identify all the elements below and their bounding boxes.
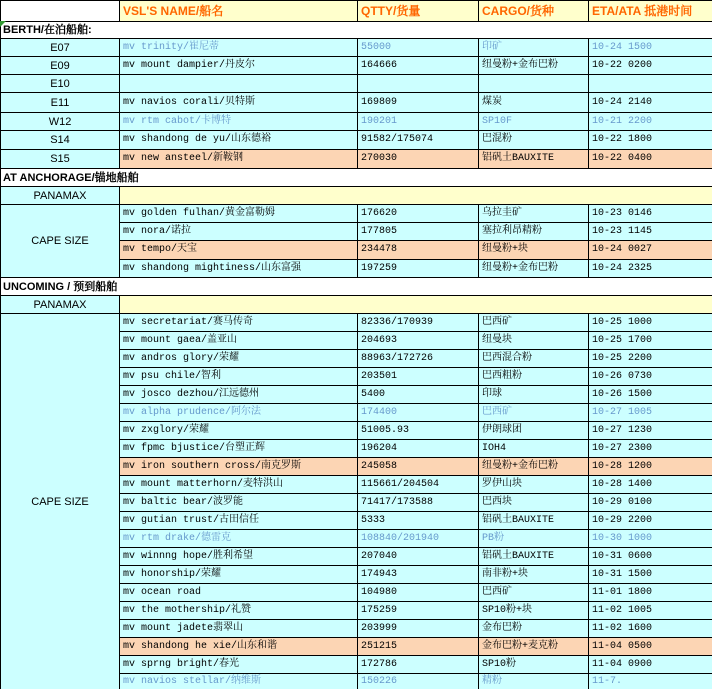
- eta-cell[interactable]: 10-22 0400: [589, 150, 712, 169]
- quantity-cell[interactable]: 204693: [358, 332, 479, 350]
- cargo-cell[interactable]: PB粉: [479, 530, 589, 548]
- cargo-cell[interactable]: SP10F: [479, 113, 589, 131]
- cargo-cell[interactable]: 乌拉圭矿: [479, 205, 589, 223]
- vessel-name-cell[interactable]: mv psu chile/智利: [120, 368, 358, 386]
- quantity-cell[interactable]: 251215: [358, 638, 479, 656]
- vessel-name-cell[interactable]: mv baltic bear/波罗能: [120, 494, 358, 512]
- header-row: [1, 1, 712, 22]
- eta-cell[interactable]: 10-23 1145: [589, 223, 712, 241]
- cargo-cell[interactable]: 巴西块: [479, 494, 589, 512]
- vessel-name-cell[interactable]: mv rtm cabot/卡博特: [120, 113, 358, 131]
- quantity-cell[interactable]: 115661/204504: [358, 476, 479, 494]
- cargo-cell[interactable]: 巴混粉: [479, 131, 589, 150]
- cargo-cell[interactable]: 巴西矿: [479, 584, 589, 602]
- quantity-cell[interactable]: 150226: [358, 674, 479, 689]
- table-row: [1, 314, 712, 332]
- vessel-name-cell[interactable]: mv nora/诺拉: [120, 223, 358, 241]
- vessel-name-cell[interactable]: mv winnng hope/胜利希望: [120, 548, 358, 566]
- vessel-name-cell[interactable]: mv new ansteel/新鞍钢: [120, 150, 358, 169]
- section-row-upcoming: [1, 278, 712, 296]
- quantity-cell[interactable]: 177805: [358, 223, 479, 241]
- panamax-empty-cell[interactable]: [120, 296, 712, 314]
- berth-cell[interactable]: S14: [1, 131, 120, 150]
- header-vessel-name[interactable]: VSL'S NAME/船名: [120, 1, 358, 22]
- cargo-cell[interactable]: 纽曼粉+金布巴粉: [479, 260, 589, 278]
- eta-cell[interactable]: 10-25 2200: [589, 350, 712, 368]
- eta-cell[interactable]: 10-21 2200: [589, 113, 712, 131]
- panamax-empty-cell[interactable]: [120, 187, 712, 205]
- header-eta[interactable]: ETA/ATA 抵港时间: [589, 1, 712, 22]
- vessel-name-cell[interactable]: mv ocean road: [120, 584, 358, 602]
- section-title-berth[interactable]: BERTH/在泊船舶:: [1, 22, 712, 39]
- quantity-cell[interactable]: 176620: [358, 205, 479, 223]
- vessel-name-cell[interactable]: mv andros glory/荣耀: [120, 350, 358, 368]
- table-row: [1, 39, 712, 57]
- panamax-row: [1, 296, 712, 314]
- vessel-name-cell[interactable]: mv josco dezhou/江远德州: [120, 386, 358, 404]
- berth-cell[interactable]: S15: [1, 150, 120, 169]
- cargo-cell[interactable]: 南非粉+块: [479, 566, 589, 584]
- quantity-cell[interactable]: 5400: [358, 386, 479, 404]
- berth-cell[interactable]: E10: [1, 75, 120, 93]
- cargo-cell[interactable]: 塞拉利昂精粉: [479, 223, 589, 241]
- quantity-cell[interactable]: 197259: [358, 260, 479, 278]
- table-row: [1, 150, 712, 169]
- cargo-cell[interactable]: 纽曼粉+金布巴粉: [479, 458, 589, 476]
- vessel-name-cell[interactable]: mv shandong he xie/山东和谐: [120, 638, 358, 656]
- section-row-berth: [1, 22, 712, 39]
- eta-cell[interactable]: 10-29 0100: [589, 494, 712, 512]
- quantity-cell[interactable]: 207040: [358, 548, 479, 566]
- cargo-cell[interactable]: IOH4: [479, 440, 589, 458]
- category-cell-cape-size[interactable]: CAPE SIZE: [1, 205, 120, 278]
- table-row: [1, 113, 712, 131]
- quantity-cell[interactable]: 104980: [358, 584, 479, 602]
- quantity-cell[interactable]: 5333: [358, 512, 479, 530]
- vessel-name-cell[interactable]: mv mount jadete翡翠山: [120, 620, 358, 638]
- eta-cell[interactable]: 11-01 1800: [589, 584, 712, 602]
- vessel-name-cell[interactable]: mv the mothership/礼赞: [120, 602, 358, 620]
- quantity-cell[interactable]: 108840/201940: [358, 530, 479, 548]
- cargo-cell[interactable]: 铝矾土BAUXITE: [479, 512, 589, 530]
- eta-cell[interactable]: 10-31 0600: [589, 548, 712, 566]
- cargo-cell[interactable]: 印球: [479, 386, 589, 404]
- berth-cell[interactable]: E07: [1, 39, 120, 57]
- table-row: [1, 75, 712, 93]
- table-row: [1, 131, 712, 150]
- berth-cell[interactable]: E11: [1, 93, 120, 113]
- error-indicator-icon: [0, 21, 6, 27]
- eta-cell[interactable]: 10-24 0027: [589, 241, 712, 260]
- table-row: [1, 205, 712, 223]
- header-cargo[interactable]: CARGO/货种: [479, 1, 589, 22]
- eta-cell[interactable]: 10-29 2200: [589, 512, 712, 530]
- quantity-cell[interactable]: 203501: [358, 368, 479, 386]
- vessel-name-cell[interactable]: mv alpha prudence/阿尔法: [120, 404, 358, 422]
- quantity-cell[interactable]: 88963/172726: [358, 350, 479, 368]
- vessel-name-cell[interactable]: mv mount matterhorn/麦特洪山: [120, 476, 358, 494]
- vessel-name-cell[interactable]: mv fpmc bjustice/台塑正辉: [120, 440, 358, 458]
- quantity-cell[interactable]: 234478: [358, 241, 479, 260]
- vessel-name-cell[interactable]: mv secretariat/赛马传奇: [120, 314, 358, 332]
- eta-cell[interactable]: 11-7.: [589, 674, 712, 689]
- corner-cell[interactable]: [1, 1, 120, 22]
- eta-cell[interactable]: 10-22 0200: [589, 57, 712, 75]
- quantity-cell[interactable]: 51005.93: [358, 422, 479, 440]
- cargo-cell[interactable]: 印矿: [479, 39, 589, 57]
- cargo-cell[interactable]: 精粉: [479, 674, 589, 689]
- vessel-name-cell[interactable]: [120, 75, 358, 93]
- quantity-cell[interactable]: 175259: [358, 602, 479, 620]
- eta-cell[interactable]: 11-02 1600: [589, 620, 712, 638]
- quantity-cell[interactable]: 196204: [358, 440, 479, 458]
- eta-cell[interactable]: 10-28 1400: [589, 476, 712, 494]
- quantity-cell[interactable]: 55000: [358, 39, 479, 57]
- vessel-name-cell[interactable]: mv navios stellar/纳维斯: [120, 674, 358, 689]
- vessel-name-cell[interactable]: mv mount dampier/丹皮尔: [120, 57, 358, 75]
- cargo-cell[interactable]: [479, 75, 589, 93]
- cargo-cell[interactable]: 铝矾土BAUXITE: [479, 150, 589, 169]
- eta-cell[interactable]: 10-24 1500: [589, 39, 712, 57]
- category-cell-panamax[interactable]: PANAMAX: [1, 296, 120, 314]
- section-title-upcoming[interactable]: UNCOMING / 预到船舶: [1, 278, 712, 296]
- cargo-cell[interactable]: 巴西粗粉: [479, 368, 589, 386]
- eta-cell[interactable]: 10-27 2300: [589, 440, 712, 458]
- eta-cell[interactable]: 11-04 0900: [589, 656, 712, 674]
- vessel-name-cell[interactable]: mv rtm drake/德雷克: [120, 530, 358, 548]
- cargo-cell[interactable]: 煤炭: [479, 93, 589, 113]
- eta-cell[interactable]: 11-02 1005: [589, 602, 712, 620]
- cargo-cell[interactable]: 巴西矿: [479, 404, 589, 422]
- eta-cell[interactable]: 10-24 2140: [589, 93, 712, 113]
- eta-cell[interactable]: 10-26 1500: [589, 386, 712, 404]
- eta-cell[interactable]: 10-30 1000: [589, 530, 712, 548]
- table-row: [1, 57, 712, 75]
- vessel-name-cell[interactable]: mv iron southern cross/南克罗斯: [120, 458, 358, 476]
- eta-cell[interactable]: 11-04 0500: [589, 638, 712, 656]
- eta-cell[interactable]: [589, 75, 712, 93]
- eta-cell[interactable]: 10-31 1500: [589, 566, 712, 584]
- cargo-cell[interactable]: 伊朗球团: [479, 422, 589, 440]
- quantity-cell[interactable]: 169809: [358, 93, 479, 113]
- panamax-row: [1, 187, 712, 205]
- table-row: [1, 93, 712, 113]
- eta-cell[interactable]: 10-25 1700: [589, 332, 712, 350]
- vessel-name-cell[interactable]: mv shandong de yu/山东德裕: [120, 131, 358, 150]
- cargo-cell[interactable]: 纽曼粉+金布巴粉: [479, 57, 589, 75]
- category-cell-cape-size[interactable]: CAPE SIZE: [1, 314, 120, 689]
- eta-cell[interactable]: 10-23 0146: [589, 205, 712, 223]
- eta-cell[interactable]: 10-27 1005: [589, 404, 712, 422]
- quantity-cell[interactable]: 174943: [358, 566, 479, 584]
- berth-cell[interactable]: E09: [1, 57, 120, 75]
- quantity-cell[interactable]: 71417/173588: [358, 494, 479, 512]
- quantity-cell[interactable]: 203999: [358, 620, 479, 638]
- eta-cell[interactable]: 10-27 1230: [589, 422, 712, 440]
- section-row-anchorage: [1, 169, 712, 187]
- vessel-name-cell[interactable]: mv sprng bright/春光: [120, 656, 358, 674]
- vessel-name-cell[interactable]: mv shandong mightiness/山东富强: [120, 260, 358, 278]
- quantity-cell[interactable]: 270030: [358, 150, 479, 169]
- cargo-cell[interactable]: 巴西混合粉: [479, 350, 589, 368]
- vessel-name-cell[interactable]: mv navios corali/贝特斯: [120, 93, 358, 113]
- quantity-cell[interactable]: 164666: [358, 57, 479, 75]
- cargo-cell[interactable]: 纽曼粉+块: [479, 241, 589, 260]
- eta-cell[interactable]: 10-22 1800: [589, 131, 712, 150]
- header-quantity[interactable]: QTTY/货量: [358, 1, 479, 22]
- quantity-cell[interactable]: 172786: [358, 656, 479, 674]
- vessel-name-cell[interactable]: mv honorship/荣耀: [120, 566, 358, 584]
- quantity-cell[interactable]: 82336/170939: [358, 314, 479, 332]
- vessel-name-cell[interactable]: mv golden fulhan/黄金富勒姆: [120, 205, 358, 223]
- cargo-cell[interactable]: 金布巴粉: [479, 620, 589, 638]
- quantity-cell[interactable]: 190201: [358, 113, 479, 131]
- eta-cell[interactable]: 10-26 0730: [589, 368, 712, 386]
- cargo-cell[interactable]: 纽曼块: [479, 332, 589, 350]
- vessel-name-cell[interactable]: mv mount gaea/盖亚山: [120, 332, 358, 350]
- vessel-name-cell[interactable]: mv tempo/天宝: [120, 241, 358, 260]
- cargo-cell[interactable]: 巴西矿: [479, 314, 589, 332]
- cargo-cell[interactable]: SP10粉+块: [479, 602, 589, 620]
- cargo-cell[interactable]: SP10粉: [479, 656, 589, 674]
- berth-cell[interactable]: W12: [1, 113, 120, 131]
- eta-cell[interactable]: 10-25 1000: [589, 314, 712, 332]
- quantity-cell[interactable]: 174400: [358, 404, 479, 422]
- cargo-cell[interactable]: 铝矾土BAUXITE: [479, 548, 589, 566]
- cargo-cell[interactable]: 罗伊山块: [479, 476, 589, 494]
- quantity-cell[interactable]: [358, 75, 479, 93]
- eta-cell[interactable]: 10-24 2325: [589, 260, 712, 278]
- vessel-name-cell[interactable]: mv zxglory/荣耀: [120, 422, 358, 440]
- category-cell-panamax[interactable]: PANAMAX: [1, 187, 120, 205]
- vessel-name-cell[interactable]: mv gutian trust/古田信任: [120, 512, 358, 530]
- vessel-name-cell[interactable]: mv trinity/崔尼蒂: [120, 39, 358, 57]
- section-title-anchorage[interactable]: AT ANCHORAGE/锚地船舶: [1, 169, 712, 187]
- eta-cell[interactable]: 10-28 1200: [589, 458, 712, 476]
- quantity-cell[interactable]: 245058: [358, 458, 479, 476]
- cargo-cell[interactable]: 金布巴粉+麦克粉: [479, 638, 589, 656]
- quantity-cell[interactable]: 91582/175074: [358, 131, 479, 150]
